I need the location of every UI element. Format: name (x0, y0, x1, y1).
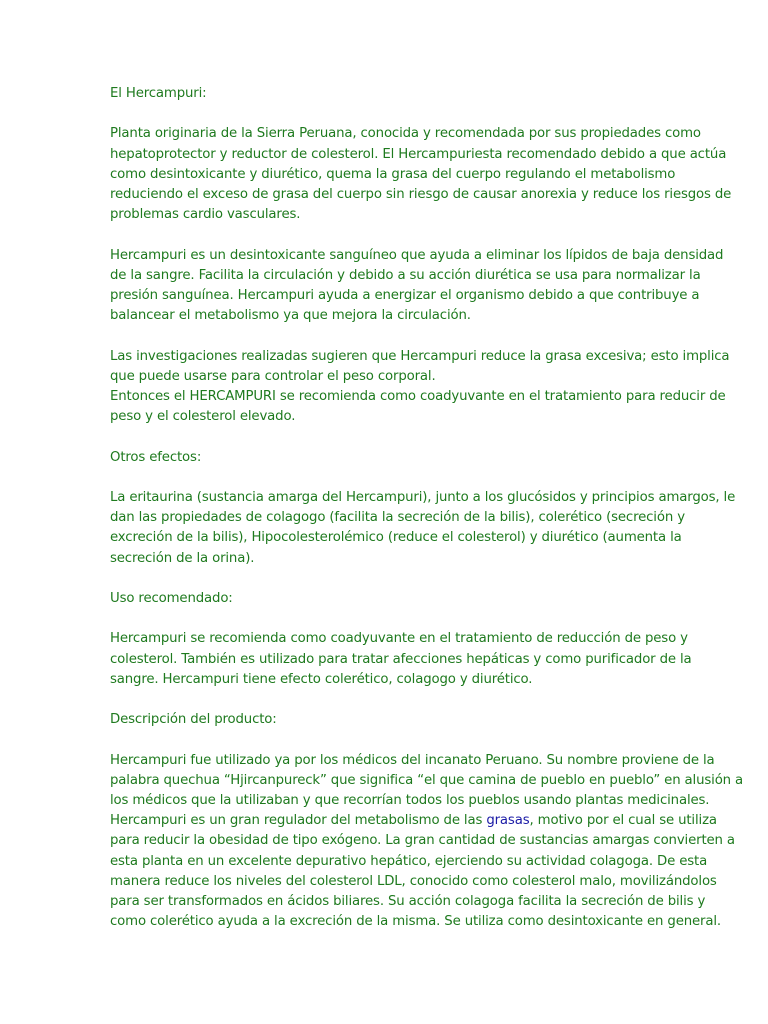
text-line: Hercampuri se recomienda como coadyuvante en el tratamiento de reducción de peso y (110, 631, 688, 647)
paragraph-investigaciones (110, 347, 730, 428)
paragraph-planta-originaria (110, 124, 732, 225)
heading-text: El Hercampuri: (110, 86, 207, 101)
text-line: peso y el colesterol elevado. (110, 409, 296, 425)
text-line: balancear el metabolismo ya que mejora la circulación. (110, 308, 471, 324)
text-line: colesterol. También es utilizado para tratar afecciones hepáticas y como purificador de la (110, 651, 692, 667)
text-line: los médicos que la utilizaban y que recorrían todos los pueblos usando plantas medicinales. (110, 792, 710, 808)
heading-el-hercampuri (110, 84, 668, 104)
text-line: palabra quechua “Hjircanpureck” que significa “el que camina de pueblo en pueblo” en alusión a (110, 772, 744, 788)
text-line: Las investigaciones realizadas sugieren que Hercampuri reduce la grasa excesiva; esto implica (110, 348, 730, 364)
text-line: como colerético ayuda a la excreción de la misma. Se utiliza como desintoxicante en general. (110, 914, 721, 930)
paragraph-uso (110, 629, 692, 690)
text-line: secreción de la orina). (110, 550, 255, 566)
text-line: Hercampuri fue utilizado ya por los médicos del incanato Peruano. Su nombre proviene de la (110, 752, 715, 768)
heading-otros-efectos (110, 448, 668, 468)
heading-text: Descripción del producto: (110, 712, 277, 728)
paragraph-descripcion (110, 751, 744, 933)
text-line: Planta originaria de la Sierra Peruana, conocida y recomendada por sus propiedades como (110, 126, 701, 142)
text-fragment: , motivo por el cual se utiliza (529, 813, 717, 829)
text-line: manera reduce los niveles del colesterol LDL, conocido como colesterol malo, movilizándolos (110, 873, 717, 889)
text-line: Hercampuri es un desintoxicante sanguíneo que ayuda a eliminar los lípidos de baja densidad (110, 247, 724, 263)
text-line-with-link (110, 811, 717, 831)
text-line: Entonces el HERCAMPURI se recomienda como coadyuvante en el tratamiento para reducir de (110, 389, 726, 404)
heading-descripcion-producto (110, 710, 668, 730)
text-line: hepatoprotector y reductor de colesterol. El Hercampuriesta recomendado debido a que actúa (110, 146, 727, 162)
text-line: esta planta en un excelente depurativo hepático, ejerciendo su actividad colagoga. De esta (110, 853, 708, 869)
grasas-link[interactable]: grasas (486, 813, 530, 829)
text-line: como desintoxicante y diurético, quema la grasa del cuerpo regulando el metabolismo (110, 166, 676, 182)
heading-uso-recomendado (110, 589, 668, 609)
text-line: que puede usarse para controlar el peso corporal. (110, 368, 436, 384)
heading-text: Otros efectos: (110, 449, 202, 465)
text-line: reduciendo el exceso de grasa del cuerpo sin riesgo de causar anorexia y reduce los riesgos de (110, 187, 732, 202)
heading-text: Uso recomendado: (110, 590, 233, 606)
text-line: para ser transformados en ácidos biliares. Su acción colagoga facilita la secreción de bilis y (110, 893, 706, 909)
text-line: excreción de la bilis), Hipocolesterolémico (reduce el colesterol) y diurético (aumenta la (110, 530, 682, 546)
text-line: sangre. Hercampuri tiene efecto colerético, colagogo y diurético. (110, 671, 533, 687)
text-line: problemas cardio vasculares. (110, 207, 301, 223)
text-line: para reducir la obesidad de tipo exógeno. La gran cantidad de sustancias amargas convierten a (110, 833, 735, 849)
text-line: de la sangre. Facilita la circulación y debido a su acción diurética se usa para normalizar la (110, 267, 701, 283)
text-fragment: Hercampuri es un gran regulador del metabolismo de las (110, 813, 487, 829)
text-line: La eritaurina (sustancia amarga del Hercampuri), junto a los glucósidos y principios amargos, le (110, 489, 736, 505)
text-line: dan las propiedades de colagogo (facilita la secreción de la bilis), colerético (secreción y (110, 510, 685, 526)
paragraph-desintoxicante (110, 246, 724, 327)
paragraph-eritaurina (110, 488, 736, 569)
text-line: presión sanguínea. Hercampuri ayuda a energizar el organismo debido a que contribuye a (110, 288, 700, 303)
